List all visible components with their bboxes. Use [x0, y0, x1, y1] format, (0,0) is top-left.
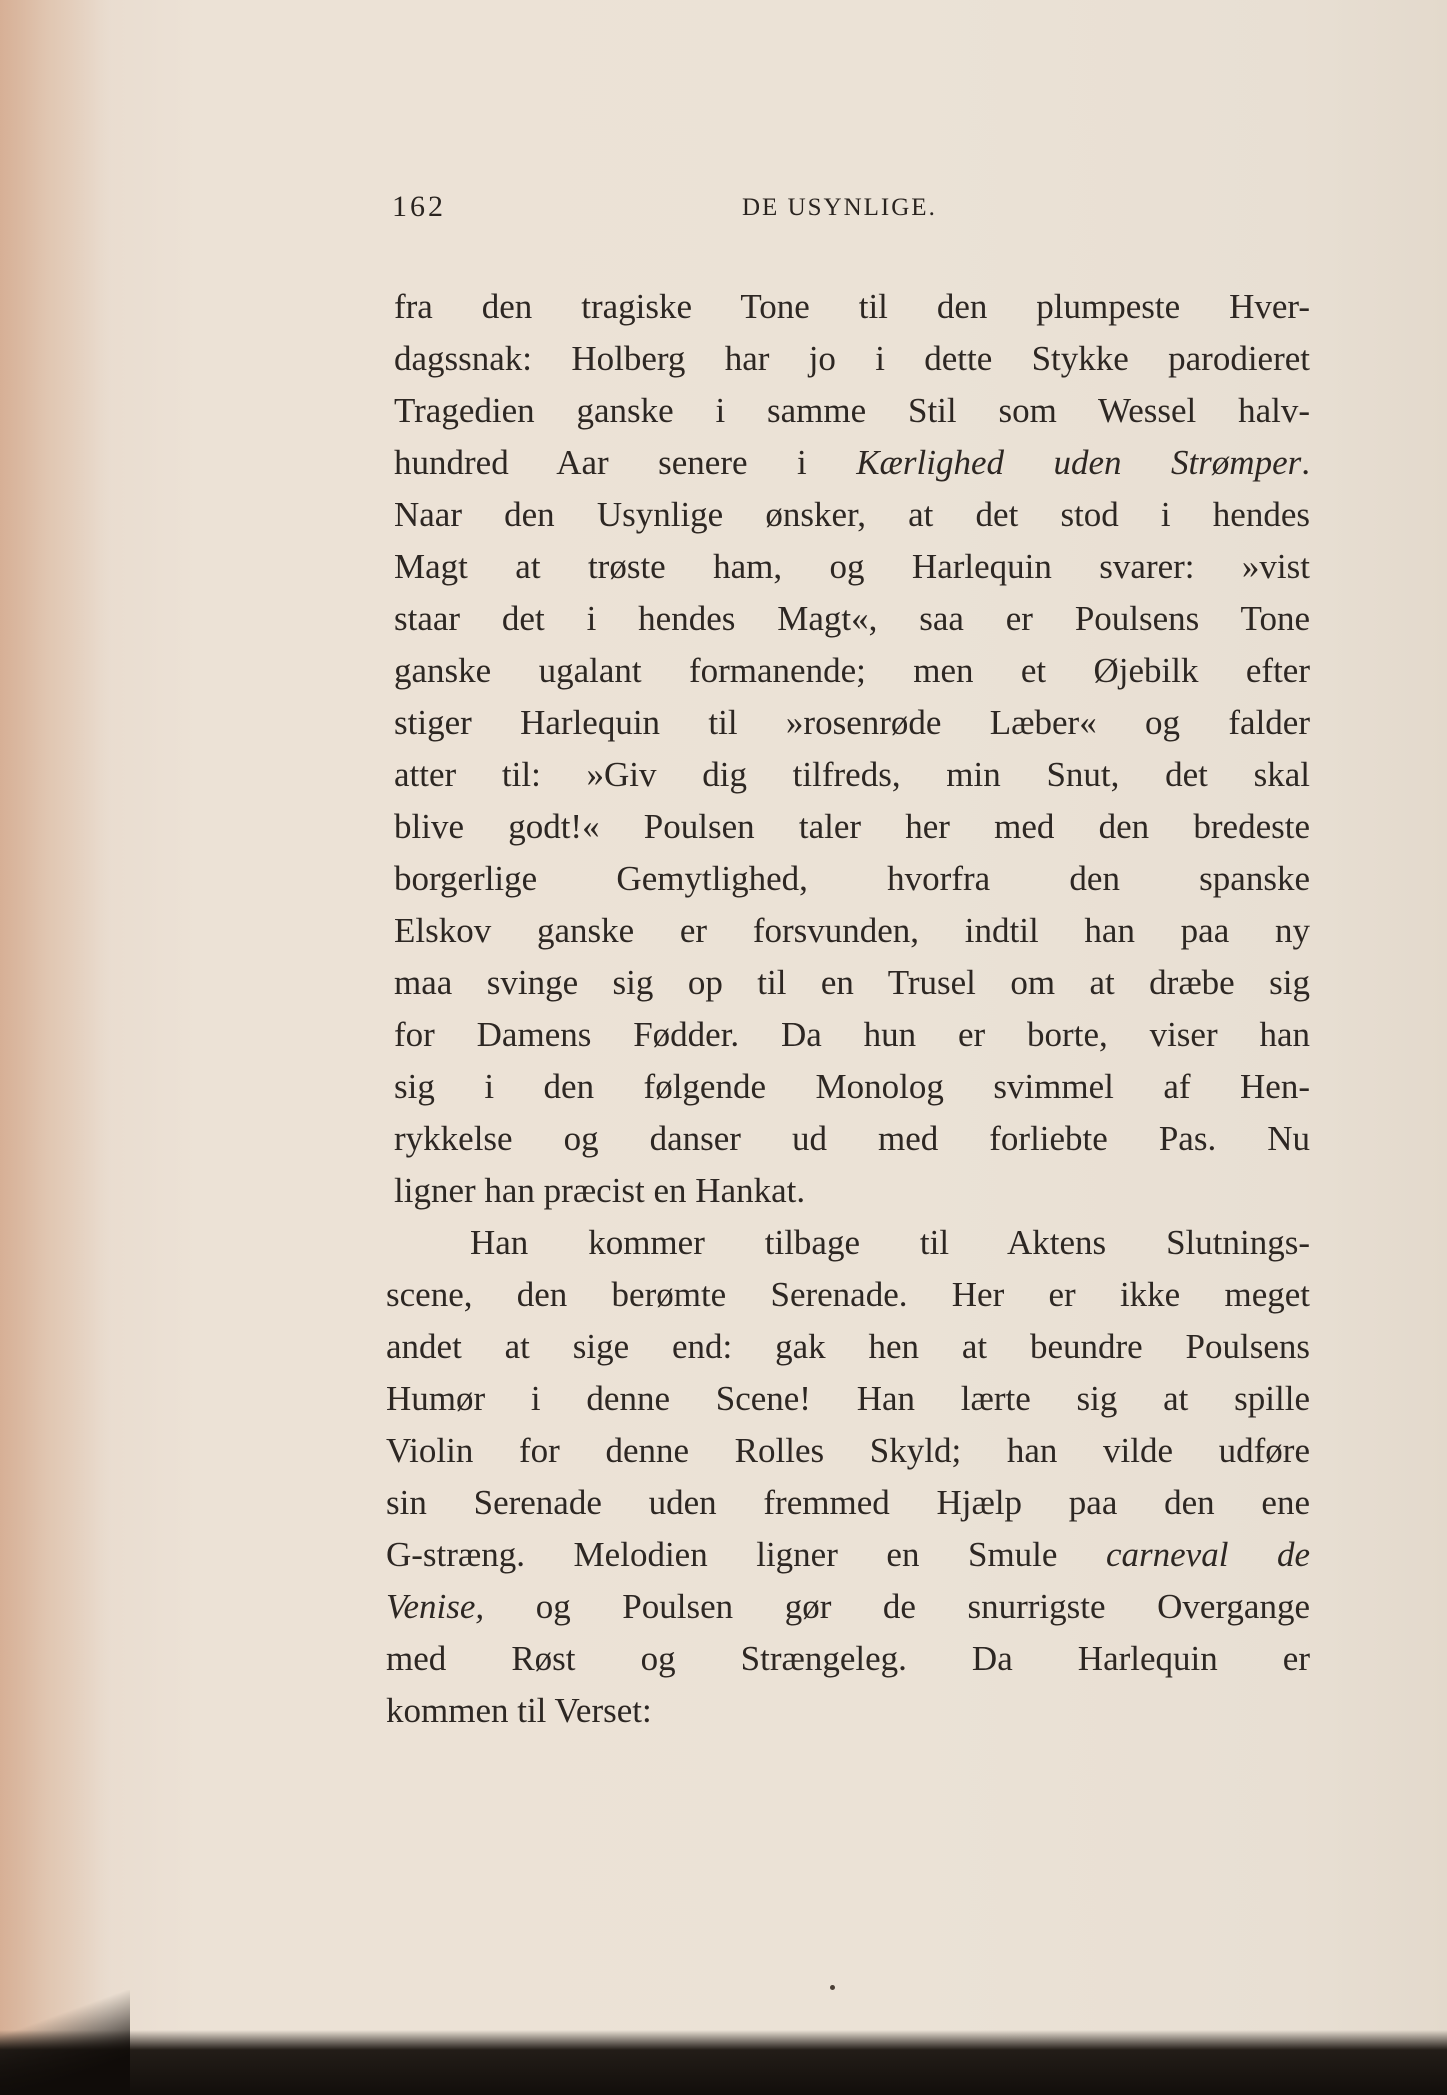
text-line: ligner han præcist en Hankat. — [394, 1171, 806, 1210]
text-line: maa svinge sig op til en Trusel om at dræbe sig — [394, 963, 1310, 1002]
text-line: kommen til Verset: — [386, 1691, 652, 1730]
paragraph-first-line: Han kommer tilbage til Aktens Slutnings- — [470, 1223, 1310, 1262]
text-line: staar det i hendes Magt«, saa er Poulsens Tone — [394, 599, 1310, 638]
text-line: scene, den berømte Serenade. Her er ikke meget — [386, 1275, 1310, 1314]
text-line: atter til: »Giv dig tilfreds, min Snut, det skal — [394, 755, 1310, 794]
text-line: Naar den Usynlige ønsker, at det stod i hendes — [394, 495, 1310, 534]
text-line: Elskov ganske er forsvunden, indtil han paa ny — [394, 911, 1310, 950]
text-line: Humør i denne Scene! Han lærte sig at spille — [386, 1379, 1310, 1418]
text-run: hundred Aar senere i — [394, 443, 857, 482]
text-line: ganske ugalant formanende; men et Øjebilk efter — [394, 651, 1310, 690]
page-number: 162 — [392, 190, 446, 223]
text-line: sin Serenade uden fremmed Hjælp paa den ene — [386, 1483, 1310, 1522]
text-line: Violin for denne Rolles Skyld; han vilde udføre — [386, 1431, 1310, 1470]
text-line — [386, 1581, 1310, 1633]
text-line: Tragedien ganske i samme Stil som Wessel halv- — [394, 391, 1310, 430]
book-title-italic: Kærlighed uden Strømper — [856, 443, 1302, 482]
text-line: rykkelse og danser ud med forliebte Pas. Nu — [394, 1119, 1310, 1158]
running-title: DE USYNLIGE. — [742, 194, 937, 221]
text-line: borgerlige Gemytlighed, hvorfra den spanske — [394, 859, 1310, 898]
text-line: blive godt!« Poulsen taler her med den bredeste — [394, 807, 1310, 846]
body-text — [386, 281, 1310, 1737]
text-line — [394, 437, 1310, 489]
text-line: andet at sige end: gak hen at beundre Poulsens — [386, 1327, 1310, 1366]
page-spine-discoloration — [0, 0, 110, 2050]
italic-phrase: Venise, — [386, 1587, 485, 1626]
corner-shadow — [0, 1990, 130, 2095]
page-header — [392, 190, 1305, 230]
text-line: med Røst og Strængeleg. Da Harlequin er — [386, 1639, 1310, 1678]
paper-speck — [830, 1985, 835, 1990]
text-line: dagssnak: Holberg har jo i dette Stykke parodieret — [394, 339, 1310, 378]
text-run: og Poulsen gør de snurrigste Overgange — [484, 1587, 1310, 1626]
text-line — [386, 1529, 1310, 1581]
text-line: Magt at trøste ham, og Harlequin svarer: »vist — [394, 547, 1310, 586]
text-run: G-stræng. Melodien ligner en Smule — [386, 1535, 1106, 1574]
text-line: sig i den følgende Monolog svimmel af Hen- — [394, 1067, 1310, 1106]
text-line: fra den tragiske Tone til den plumpeste Hver- — [394, 287, 1310, 326]
italic-phrase: carneval de — [1105, 1535, 1310, 1574]
text-line: for Damens Fødder. Da hun er borte, viser han — [394, 1015, 1310, 1054]
text-run: . — [1301, 443, 1310, 482]
book-edge-shadow — [0, 2030, 1447, 2095]
text-line: stiger Harlequin til »rosenrøde Læber« og falder — [394, 703, 1310, 742]
